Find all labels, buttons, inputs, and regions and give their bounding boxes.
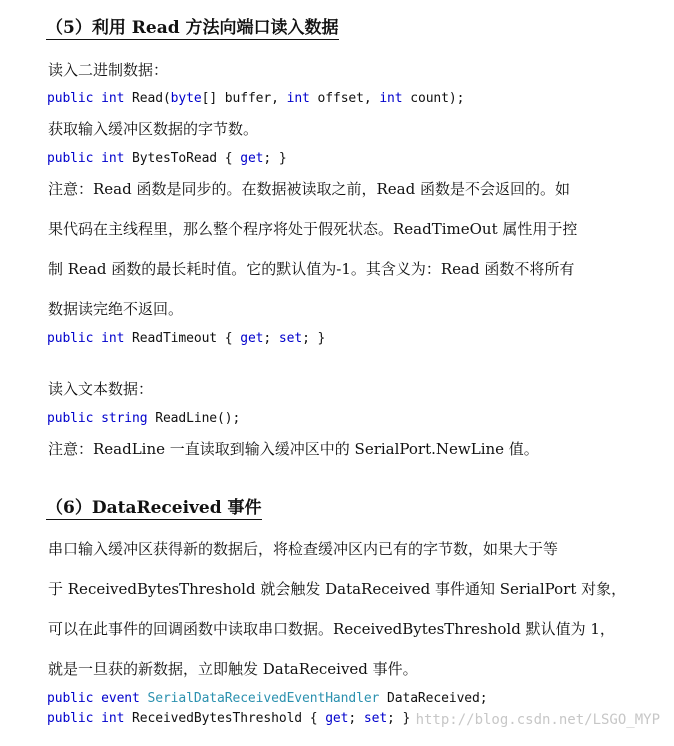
code-text: DataReceived; <box>379 691 488 706</box>
code-keyword: public <box>47 691 94 706</box>
note-line: 数据读完绝不返回。 <box>48 300 184 318</box>
code-keyword: event <box>101 691 140 706</box>
code-type: SerialDataReceivedEventHandler <box>147 691 380 706</box>
code-text: [] buffer, <box>201 91 287 106</box>
code-event <box>47 690 487 708</box>
code-keyword: public <box>47 411 94 426</box>
code-text: ReadTimeout { <box>132 331 241 346</box>
readline-note: 注意：ReadLine 一直读取到输入缓冲区中的 SerialPort.NewLine 值。 <box>48 440 539 458</box>
para-line: 可以在此事件的回调函数中读取串口数据。ReceivedBytesThreshold 默认值为 1， <box>48 620 615 638</box>
code-keyword: string <box>101 411 148 426</box>
section5-heading: （5）利用 Read 方法向端口读入数据 <box>46 18 339 38</box>
code-keyword: int <box>379 91 403 106</box>
bytes-desc: 获取输入缓冲区数据的字节数。 <box>48 120 259 138</box>
code-read-timeout <box>47 330 325 348</box>
watermark: http://blog.csdn.net/LSGO_MYP <box>415 712 660 728</box>
note-line: 注意：Read 函数是同步的。在数据被读取之前，Read 函数是不会返回的。如 <box>48 180 570 198</box>
code-text: offset, <box>309 91 380 106</box>
code-text: ReceivedBytesThreshold { <box>132 711 326 726</box>
code-text: ; <box>263 331 279 346</box>
note-line: 果代码在主线程里，那么整个程序将处于假死状态。ReadTimeOut 属性用于控 <box>48 220 578 238</box>
binary-intro: 读入二进制数据： <box>48 61 169 79</box>
code-keyword: public <box>47 91 94 106</box>
code-text: ; } <box>387 711 411 726</box>
para-line: 于 ReceivedBytesThreshold 就会触发 DataReceived 事件通知 SerialPort 对象， <box>48 580 627 598</box>
code-text: count); <box>402 91 465 106</box>
code-keyword: get <box>325 711 349 726</box>
code-keyword: set <box>278 331 303 346</box>
code-keyword: int <box>101 331 125 346</box>
code-keyword: int <box>101 711 125 726</box>
code-keyword: byte <box>170 91 202 106</box>
code-threshold <box>47 710 410 728</box>
code-keyword: int <box>286 91 310 106</box>
code-text: Read( <box>132 91 171 106</box>
para-line: 串口输入缓冲区获得新的数据后，将检查缓冲区内已有的字节数，如果大于等 <box>48 540 559 558</box>
para-line: 就是一旦获的新数据，立即触发 DataReceived 事件。 <box>48 660 418 678</box>
text-intro: 读入文本数据： <box>48 380 154 398</box>
code-keyword: get <box>240 331 264 346</box>
code-text: ; <box>348 711 364 726</box>
code-text: BytesToRead { <box>132 151 241 166</box>
code-keyword: public <box>47 711 94 726</box>
code-keyword: int <box>101 91 125 106</box>
code-read-signature <box>47 90 464 108</box>
code-bytes-to-read <box>47 150 287 168</box>
code-text: ; } <box>263 151 287 166</box>
section6-heading: （6）DataReceived 事件 <box>46 498 262 518</box>
code-keyword: set <box>363 711 388 726</box>
code-keyword: int <box>101 151 125 166</box>
code-text: ReadLine(); <box>155 411 241 426</box>
code-text: ; } <box>302 331 326 346</box>
code-keyword: public <box>47 331 94 346</box>
note-line: 制 Read 函数的最长耗时值。它的默认值为-1。其含义为：Read 函数不将所有 <box>48 260 575 278</box>
code-readline <box>47 410 240 428</box>
code-keyword: public <box>47 151 94 166</box>
code-keyword: get <box>240 151 264 166</box>
